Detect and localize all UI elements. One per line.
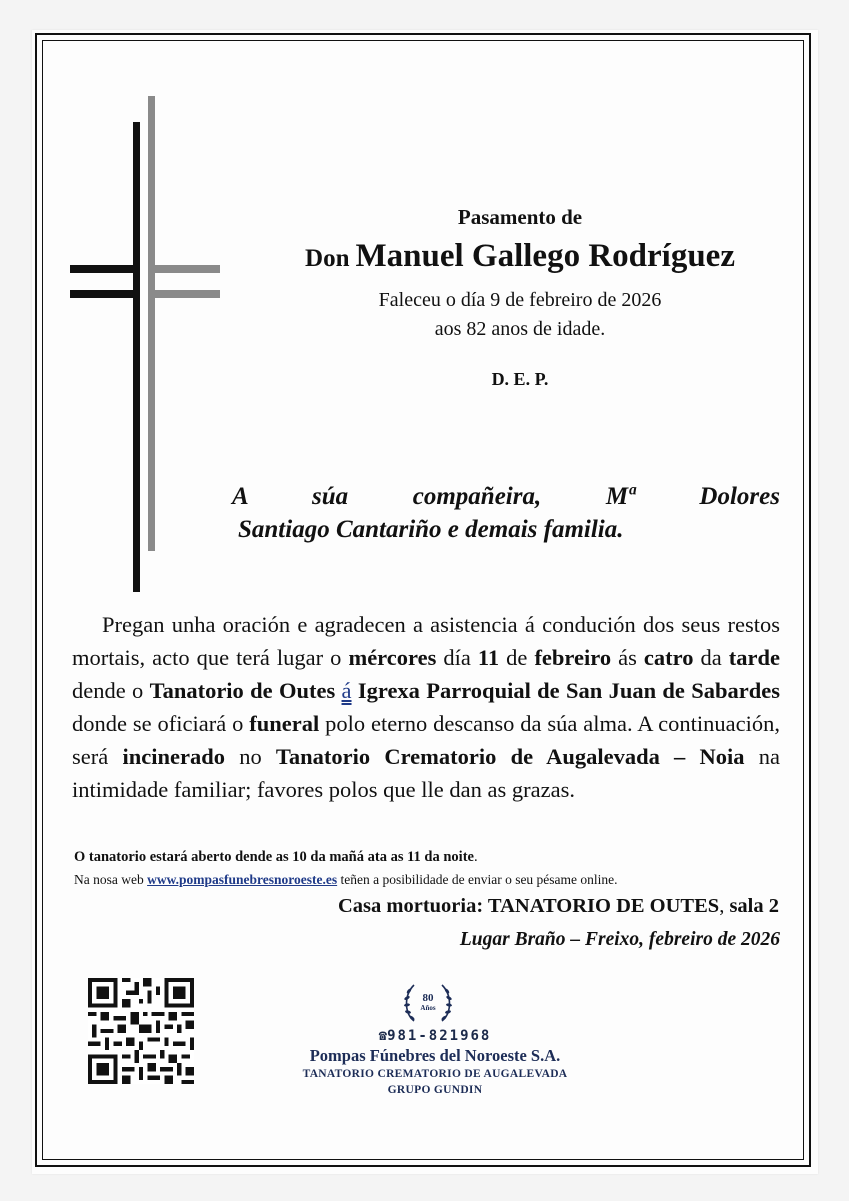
death-details: [260, 286, 780, 344]
family-line-2: Santiago Cantariño e demais familia.: [238, 516, 624, 543]
qr-code[interactable]: [88, 978, 194, 1084]
cross-icon: [66, 92, 226, 592]
deceased-name: [260, 238, 780, 275]
death-date: Faleceu o día 9 de febreiro de 2026: [378, 289, 662, 311]
family-line-1: A súa compañeira, Mª Dolores: [232, 483, 780, 510]
phone-icon: ☎: [378, 1028, 388, 1044]
logo-word: Años: [420, 1004, 436, 1012]
age: aos 82 anos de idade.: [434, 318, 606, 340]
website-link[interactable]: www.pompasfunebresnoroeste.es: [147, 872, 338, 887]
company-name: Pompas Fúnebres del Noroeste S.A.: [309, 1046, 561, 1065]
crematorium-name: TANATORIO CREMATORIO DE AUGALEVADA: [302, 1068, 568, 1080]
family-line: [232, 480, 780, 546]
opening-hours: O tanatorio estará aberto dende as 10 da mañá ata as 11 da noite.: [74, 849, 478, 865]
ceremony-paragraph: Pregan unha oración e agradecen a asistencia á condución dos seus restos mortais, acto que terá lugar o mércores día 11 de febreiro ás catro da tarde dende o Tanatorio de Outes á Igrexa Parroquial de San Juan de Sabardes donde se oficiará o funeral polo eterno descanso da súa alma. A continuación, será incinerado no Tanatorio Crematorio de Augalevada – Noia na intimidade familiar; favores polos que lle dan as grazas.: [72, 612, 781, 802]
web-notice: Na nosa web www.pompasfunebresnoroeste.es teñen a posibilidade de enviar o seu pésame online.: [74, 872, 618, 887]
funeral-home: Casa mortuoria: TANATORIO DE OUTES, sala 2: [338, 895, 779, 917]
group-name: GRUPO GUNDIN: [387, 1084, 483, 1096]
laurel-logo-icon: [400, 977, 456, 1027]
honorific: Don: [305, 245, 350, 272]
place-date: Lugar Braño – Freixo, febreiro de 2026: [459, 929, 780, 950]
underlined-word: á: [341, 678, 352, 703]
rip-text: D. E. P.: [491, 369, 549, 389]
logo-number: 80: [422, 992, 434, 1004]
full-name: Manuel Gallego Rodríguez: [355, 238, 735, 274]
phone-number[interactable]: ☎981-821968: [378, 1028, 492, 1044]
intro-heading: Pasamento de: [457, 205, 583, 229]
